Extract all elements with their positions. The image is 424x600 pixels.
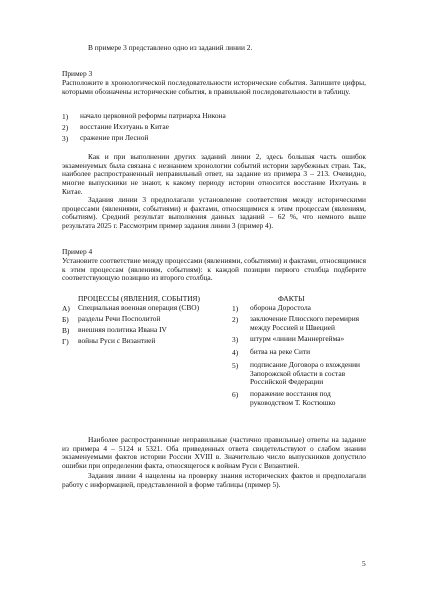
paragraph-4: Задания линии 4 нацелены на проверку знания исторических фактов и предполагали работу с информацией, представленной в форме таблицы (пример 5). <box>62 471 366 489</box>
item-text: внешняя политика Ивана IV <box>78 325 167 334</box>
example3-task: Расположите в хронологической последовательности исторические события. Запишите цифры, которыми обозначены исторические события, в правильной последовательности в таблицу. <box>62 78 366 96</box>
item-text: битва на реке Сити <box>250 347 311 356</box>
facts-header: ФАКТЫ <box>278 294 305 303</box>
item-number: 2) <box>232 315 239 324</box>
item-text: оборона Доростола <box>250 303 311 312</box>
item-number: 1) <box>232 304 239 313</box>
example4-task: Установите соответствие между процессами (явлениями, событиями) и фактами, относящимися к этим процессам (явлениям, событиям): к каждой позиции первого столбца подберите соответствующую позицию из второго столбца. <box>62 256 366 283</box>
item-number: 1) <box>62 112 69 121</box>
paragraph-2: Задания линии 3 предполагали установление соответствия между историческими процессами (явлениями, событиями) и фактами, относящимися к этим процессам (явлениям, событиям). Средний результат выполнения данных заданий – 62 %, что немного выше результата 2025 г. Рассмотрим пример задания линии 3 (пример 4). <box>62 195 366 231</box>
item-text: восстание Ихэтуань в Китае <box>80 122 169 131</box>
item-number: 3) <box>232 335 239 344</box>
item-number: 5) <box>232 361 239 370</box>
example3-title: Пример 3 <box>62 69 93 78</box>
item-letter: Г) <box>62 337 69 346</box>
item-letter: Б) <box>62 315 69 324</box>
item-number: 6) <box>232 390 239 399</box>
item-letter: А) <box>62 304 70 313</box>
item-number: 3) <box>62 134 69 143</box>
paragraph-1: Как и при выполнении других заданий линии 2, здесь большая часть ошибок экзаменуемых была связана с незнанием хронологии событий истории зарубежных стран. Так, наиболее распространенный неправильный ответ, на задание из примера 3 – 213. Очевидно, многие выпускники не знают, к какому периоду истории относится восстание Ихэтуань в Китае. <box>62 152 366 196</box>
item-text: сражение при Лесной <box>80 133 149 142</box>
item-number: 2) <box>62 123 69 132</box>
item-text: подписание Договора о вхождении Запорожской области в состав Российской Федерации <box>250 360 361 387</box>
item-number: 4) <box>232 348 239 357</box>
paragraph-3: Наиболее распространенные неправильные (частично правильные) ответы на задание из примера 4 – 5124 и 5321. Оба приведенных ответа свидетельствуют о слабом знании экзаменуемыми фактов истории России XVIII в. Значительно число выпускников допустило ошибки при определении факта, относящегося к войнам Руси с Византией. <box>62 435 366 471</box>
item-text: штурм «линии Маннергейма» <box>250 334 345 343</box>
item-letter: В) <box>62 326 70 335</box>
item-text: разделы Речи Посполитой <box>78 314 161 323</box>
item-text: поражение восстания под руководством Т. Костюшко <box>250 389 336 407</box>
page-number: 5 <box>362 559 366 568</box>
intro-text: В примере 3 представлено одно из заданий линии 2. <box>88 43 253 52</box>
item-text: заключение Плюсского перемирия между Россией и Швецией <box>250 314 360 332</box>
example4-title: Пример 4 <box>62 247 93 256</box>
item-text: Специальная военная операция (СВО) <box>78 303 200 312</box>
processes-header: ПРОЦЕССЫ (ЯВЛЕНИЯ, СОБЫТИЯ) <box>78 294 200 303</box>
item-text: начало церковной реформы патриарха Никона <box>80 111 226 120</box>
item-text: войны Руси с Византией <box>78 336 156 345</box>
